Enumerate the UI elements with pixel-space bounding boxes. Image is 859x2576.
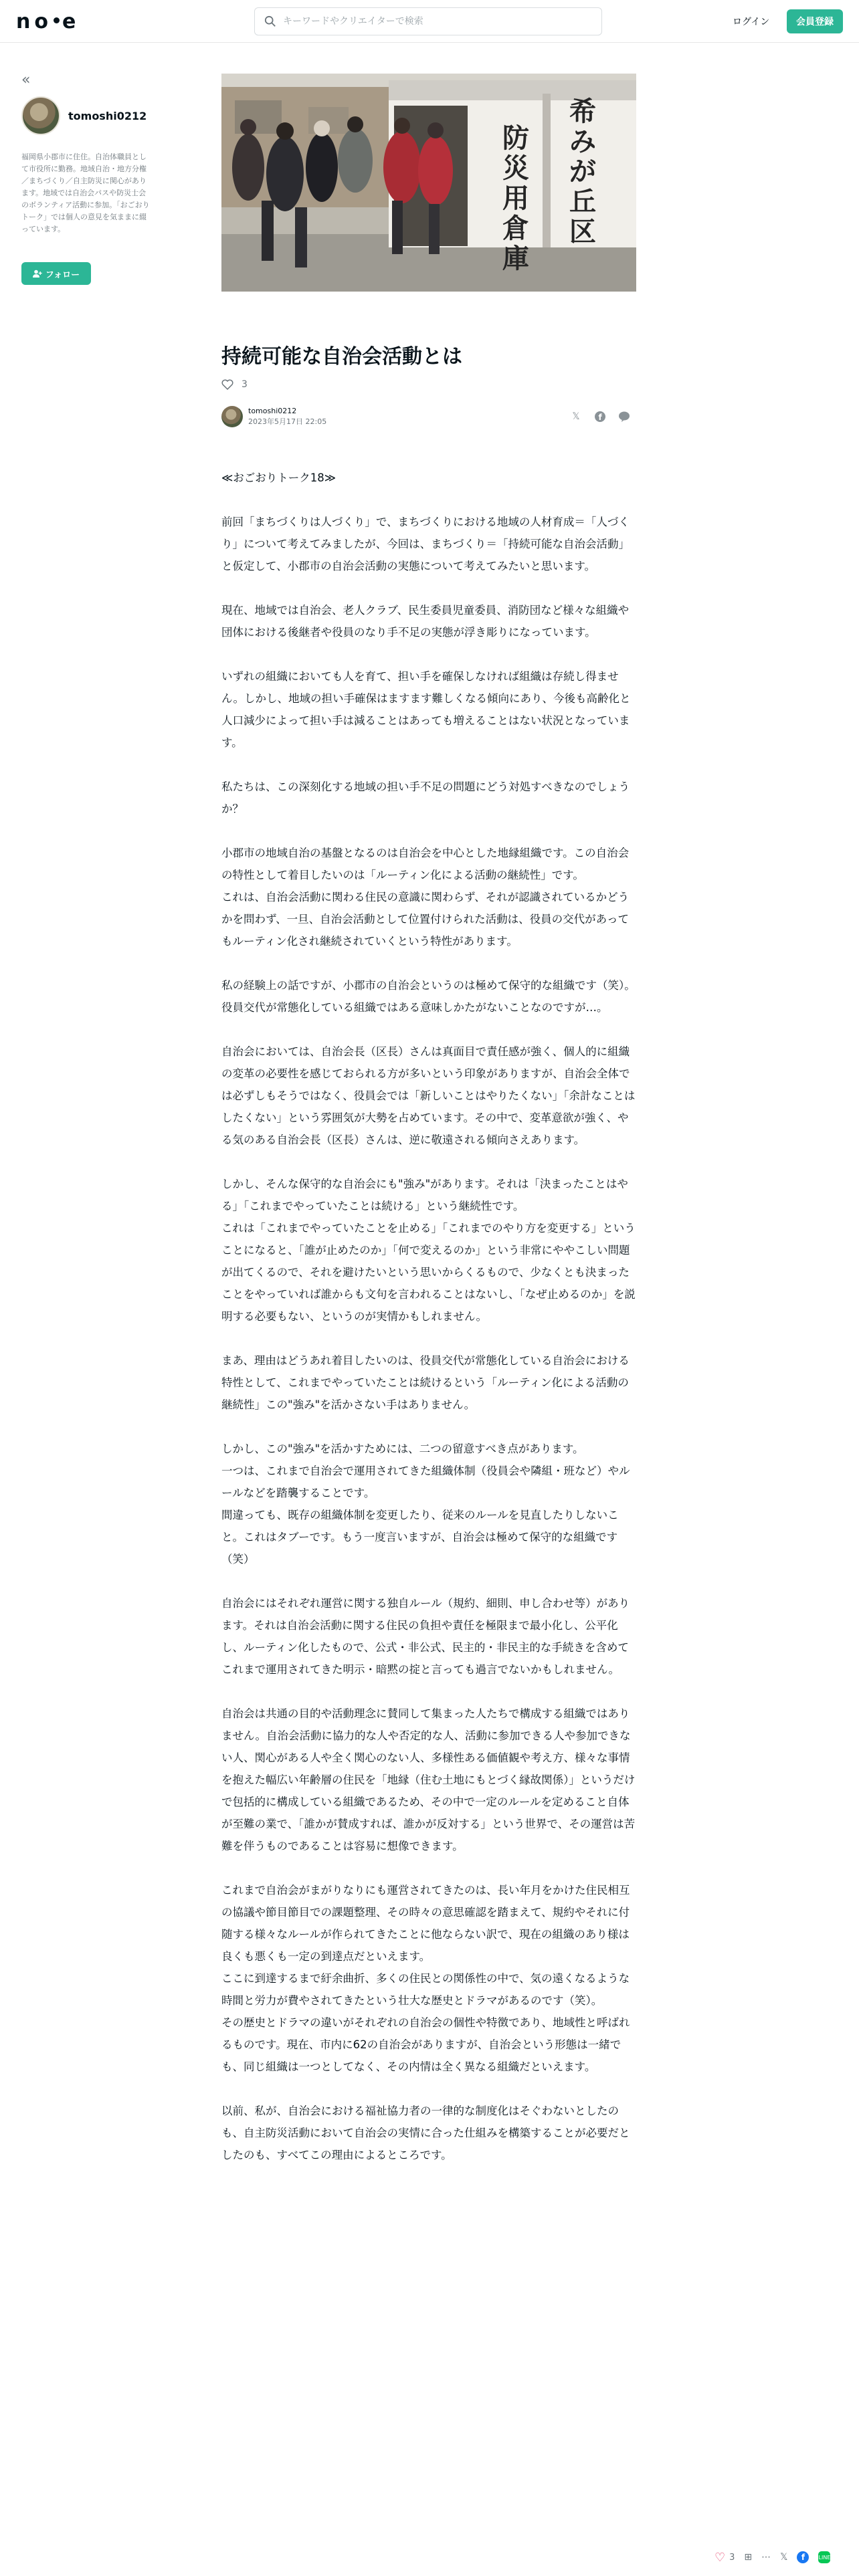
article-title: 持続可能な自治会活動とは (221, 345, 462, 368)
avatar[interactable] (21, 96, 60, 135)
collapse-icon[interactable]: « (21, 72, 31, 88)
x-icon[interactable]: 𝕏 (572, 411, 580, 422)
logo-text: no (16, 9, 52, 33)
paragraph: しかし、そんな保守的な自治会にも"強み"があります。それは「決まったことはやる」「これまでやっていたことは続ける」という継続性です。 これは「これまでやっていたことを止める」「これまでのやり方を変更する」ということになると、「誰が止めたのか」「何で変えるのか」という非常にややこしい問題が出てくるので、それを避けたいという思いからくるもので、少なくとも決まったことをやっていれば誰からも文句を言われることはないし、「なぜ止めるのか」を説明する必要もない、というのが実情かもしれません。 (221, 1178, 636, 1323)
paragraph: まあ、理由はどうあれ着目したいのは、役員交代が常態化している自治会における特性として、これまでやっていたことは続けるという「ルーティン化による活動の継続性」この"強み"を活かさない手はありません。 (221, 1354, 630, 1411)
share-buttons (570, 411, 630, 423)
svg-text:倉: 倉 (502, 213, 529, 244)
svg-text:防: 防 (502, 123, 529, 154)
svg-text:が: が (569, 156, 596, 187)
article-body (221, 467, 636, 2188)
svg-text:区: 区 (569, 217, 596, 247)
paragraph: いずれの組織においても人を育て、担い手を確保しなければ組織は存続し得ません。しかし、地域の担い手確保はますます難しくなる傾向にあり、今後も高齢化と人口減少によって担い手は減ることはあっても増えることはない状況となっています。 (221, 670, 631, 749)
follow-button[interactable] (21, 262, 91, 285)
paragraph: これまで自治会がまがりなりにも運営されてきたのは、長い年月をかけた住民相互の協議や節目節目での課題整理、その時々の意思確認を踏まえて、規約やそれに付随する様々なルールが作られてきたことに他ならない訳で、現在の組織のあり様は良くも悪くも一定の到達点だといえます。 ここに到達するまで紆余曲折、多くの住民との関係性の中で、気の遠くなるような時間と労力が費やされてきたという壮大な歴史とドラマがあるのです（笑）。 その歴史とドラマの違いがそれぞれの自治会の個性や特徴であり、地域性と呼ばれるものです。現在、市内に62の自治会がありますが、自治会という形態は一緒でも、同じ組織は一つとしてなく、その内情は全く異なる組織だといえます。 (221, 1884, 630, 2073)
svg-text:み: み (569, 126, 596, 157)
paragraph: 以前、私が、自治会における福祉協力者の一律的な制度化はそぐわないとしたのも、自主防災活動において自治会の実情に合った仕組みを構築することが必要だとしたのも、すべてこの理由によるところです。 (221, 2105, 630, 2161)
signup-button[interactable]: 会員登録 (787, 9, 843, 33)
magazine-icon[interactable]: ⊞ (744, 2552, 753, 2563)
x-icon[interactable]: 𝕏 (780, 2552, 788, 2563)
paragraph: 自治会にはそれぞれ運営に関する独自ルール（規約、細則、申し合わせ等）があります。それは自治会活動に関する住民の負担や責任を極限まで最小化し、公平化し、ルーティン化したもので、公式・非公式、民主的・非民主的な手続きを含めてこれまで運用されてきた明示・暗黙の掟と言っても過言でないかもしれません。 (221, 1597, 630, 1676)
paragraph: 小郡市の地域自治の基盤となるのは自治会を中心とした地縁組織です。この自治会の特性として着目したいのは「ルーティン化による活動の継続性」です。 これは、自治会活動に関わる住民の意識に関わらず、それが認識されているかどうかを問わず、一旦、自治会活動として位置付けられた活動は、役員の交代があってもルーティン化され継続されていくという特性があります。 (221, 847, 630, 948)
login-button[interactable]: ログイン (726, 12, 776, 31)
search-box[interactable] (254, 7, 602, 35)
paragraph: 自治会は共通の目的や活動理念に賛同して集まった人たちで構成する組織ではありません。自治会活動に協力的な人や否定的な人、活動に参加できる人や参加できない人、関心がある人や全く関心のない人、多様性ある価値観や考え方、様々な事情を抱えた幅広い年齢層の住民を「地縁（住む土地にもとづく縁故関係）」というだけで包括的に構成している組織であるため、その中で一定のルールを定めること自体が至難の業で、「誰かが賛成すれば、誰かが反対する」という世界で、その運営は苦難を伴うものであることは容易に想像できます。 (221, 1707, 636, 1852)
paragraph: ≪おごおりトーク18≫ (221, 471, 337, 484)
paragraph: 自治会においては、自治会長（区長）さんは真面目で責任感が強く、個人的に組織の変革の必要性を感じておられる方が多いという印象がありますが、自治会全体では必ずしもそうではなく、役員会では「新しいことはやりたくない」「余計なことはしたくない」という雰囲気が大勢を占めています。その中で、変革意欲が強く、やる気のある自治会長（区長）さんは、逆に敬遠される傾向さえあります。 (221, 1045, 636, 1146)
author-avatar[interactable] (221, 406, 243, 427)
creator-bio: 福岡県小郡市に住住。自治体職員として市役所に勤務。地域自治・地方分権／まちづくり／自主防災に関心があります。地域では自治会パスや防災士会のボランティア活動に参加。「おごおりトーク」では個人の意見を気ままに綴っています。 (21, 152, 150, 233)
facebook-icon[interactable]: f (797, 2551, 809, 2563)
like-area[interactable] (221, 379, 248, 390)
heart-icon[interactable]: ♡ (714, 2550, 726, 2565)
person-plus-icon (33, 270, 42, 278)
logo-text-end: e (62, 9, 80, 33)
creator-profile[interactable] (21, 96, 147, 135)
like-count[interactable]: 3 (242, 379, 248, 390)
line-icon[interactable] (618, 411, 630, 423)
publish-date: 2023年5月17日 22:05 (248, 417, 327, 426)
floating-like-count: 3 (729, 2552, 735, 2563)
paragraph: しかし、この"強み"を活かすためには、二つの留意すべき点があります。 一つは、これまで自治会で運用されてきた組織体制（役員会や隣組・班など）やルールなどを踏襲することです。 間違っても、既存の組織体制を変更したり、従来のルールを見直したりしないこと。これはタブーです。もう一度言いますが、自治会は極めて保守的な組織です（笑） (221, 1442, 630, 1566)
floating-action-bar (709, 2545, 850, 2569)
search-input[interactable] (283, 16, 601, 27)
line-icon[interactable]: LINE (818, 2551, 830, 2563)
hero-image (221, 74, 636, 292)
paragraph: 私の経験上の話ですが、小郡市の自治会というのは極めて保守的な組織です（笑）。 役員交代が常態化している組織ではある意味しかたがないことなのですが…。 (221, 979, 636, 1014)
svg-text:災: 災 (502, 153, 529, 184)
more-icon[interactable]: ⋯ (761, 2552, 771, 2563)
article-author[interactable] (221, 406, 326, 427)
note-logo[interactable] (16, 9, 80, 33)
svg-text:丘: 丘 (569, 187, 596, 217)
follow-label: フォロー (45, 270, 80, 280)
author-name[interactable]: tomoshi0212 (248, 407, 297, 415)
facebook-icon[interactable] (594, 411, 606, 423)
svg-text:f: f (598, 413, 602, 422)
svg-text:庫: 庫 (502, 243, 529, 274)
creator-name[interactable]: tomoshi0212 (68, 109, 147, 122)
svg-text:希: 希 (569, 96, 596, 127)
paragraph: 前回「まちづくりは人づくり」で、まちづくりにおける地域の人材育成＝「人づくり」について考えてみましたが、今回は、まちづくり＝「持続可能な自治会活動」と仮定して、小郡市の自治会活動の実態について考えてみたいと思います。 (221, 516, 630, 572)
paragraph: 私たちは、この深刻化する地域の担い手不足の問題にどう対処すべきなのでしょうか？ (221, 780, 630, 815)
svg-text:用: 用 (502, 183, 529, 214)
heart-icon[interactable] (221, 379, 233, 390)
site-header (0, 0, 859, 43)
paragraph: 現在、地域では自治会、老人クラブ、民生委員児童委員、消防団など様々な組織や団体における後継者や役員のなり手不足の実態が浮き彫りになっています。 (221, 604, 630, 639)
search-icon (264, 15, 276, 27)
